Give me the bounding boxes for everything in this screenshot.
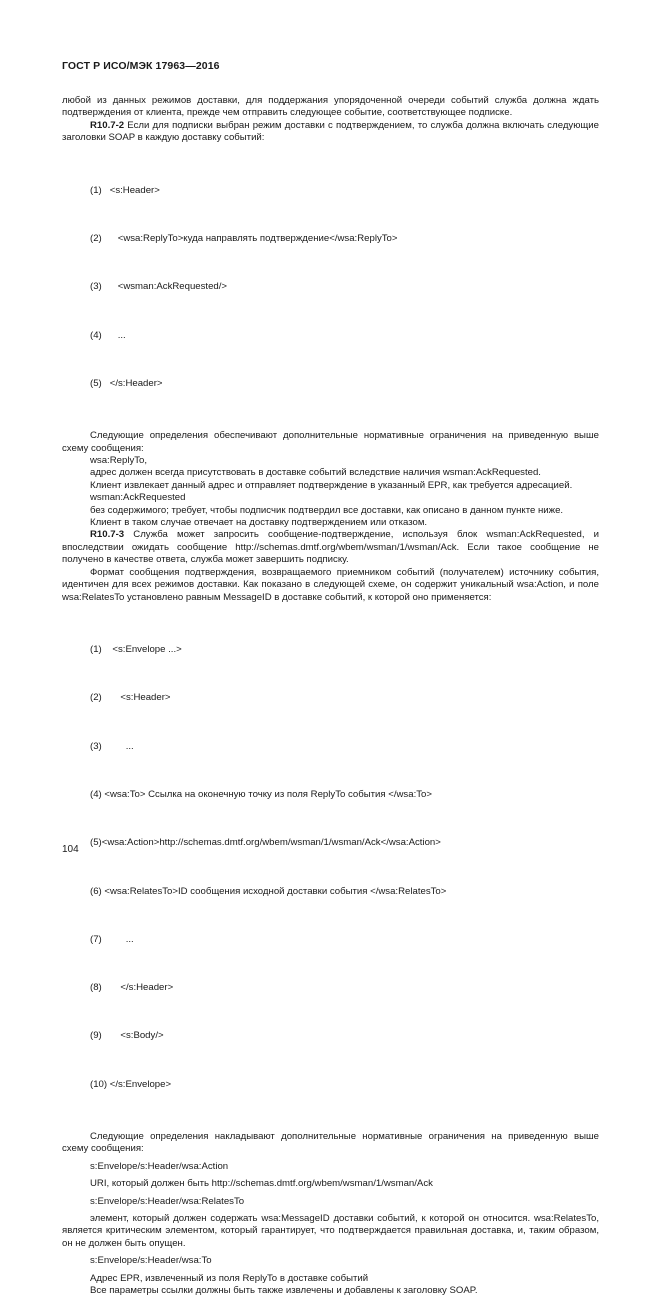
document-header: ГОСТ Р ИСО/МЭК 17963—2016 (62, 60, 220, 72)
code-line: (3) <wsman:AckRequested/> (90, 281, 228, 293)
code-line: (9) <s:Body/> (90, 1030, 164, 1042)
definition-term: s:Envelope/s:Header/wsa:RelatesTo (90, 1195, 245, 1207)
definitions-intro: Следующие определения накладывают дополнительные нормативные ограничения на приведенную выше схему сообщения: (62, 1130, 599, 1155)
code-line: (1) <s:Envelope ...> (90, 644, 182, 656)
requirement-r10-7-2 (62, 120, 599, 145)
document-body (62, 95, 599, 1297)
definition-term: s:Envelope/s:Header/wsa:To (90, 1255, 212, 1267)
code-line: (6) <wsa:RelatesTo>ID сообщения исходной доставки события </wsa:RelatesTo> (90, 885, 447, 897)
definition-text: Клиент в таком случае отвечает на доставку подтверждением или отказом. (90, 517, 428, 529)
code-line: (1) <s:Header> (90, 184, 160, 196)
code-line: (3) ... (90, 740, 134, 752)
definition-text: без содержимого; требует, чтобы подписчик подтвердил все доставки, как описано в данном пункте ниже. (90, 504, 564, 516)
code-line: (7) ... (90, 933, 134, 945)
definition-text: Клиент извлекает данный адрес и отправляет подтверждение в указанный EPR, как требуется адресацией. (90, 479, 573, 491)
paragraph: любой из данных режимов доставки, для поддержания упорядоченной очереди событий служба должна ждать подтверждения от клиента, прежде чем отправить следующее событие, соответствующее подписке. (62, 95, 599, 119)
requirement-text: Служба может запросить сообщение-подтверждение, используя блок wsman:AckRequested, и впоследствии ожидать сообщение http://schemas.dmtf.org/wbem/wsman/1/wsman/Ack. Если такое сообщение не получено в качестве ответа, служба может завершить подписку. (62, 529, 599, 566)
requirement-label: R10.7-3 (90, 529, 125, 541)
definition-text: адрес должен всегда присутствовать в доставке событий вследствие наличия wsman:AckRequested. (90, 467, 541, 479)
code-line: (5)<wsa:Action>http://schemas.dmtf.org/wbem/wsman/1/wsman/Ack</wsa:Action> (90, 837, 441, 849)
requirement-r10-7-3 (62, 529, 599, 566)
requirement-text: Если для подписки выбран режим доставки с подтверждением, то служба должна включать следующие заголовки SOAP в каждую доставку событий: (62, 119, 599, 144)
code-line: (2) <s:Header> (90, 692, 171, 704)
definition-text: URI, который должен быть http://schemas.dmtf.org/wbem/wsman/1/wsman/Ack (90, 1178, 433, 1190)
code-listing-2 (62, 610, 599, 1125)
requirement-label: R10.7-2 (90, 119, 125, 131)
definition-text: элемент, который должен содержать wsa:MessageID доставки событий, к которой он относится. wsa:RelatesTo, является критическим элементом, который гарантирует, что подтверждается правильная доставка, и, таким образом, он не должен быть опущен. (62, 1212, 599, 1249)
code-line: (10) </s:Envelope> (90, 1078, 172, 1090)
page-number: 104 (62, 844, 79, 855)
code-listing-1 (62, 151, 599, 425)
code-line: (4) ... (90, 329, 126, 341)
paragraph: Формат сообщения подтверждения, возвращаемого приемником событий (получателем) источнику события, идентичен для всех режимов доставки. Как показано в следующей схеме, он содержит уникальный wsa:Action, и поле wsa:RelatesTo установлено равным MessageID в доставке событий, к которой оно применяется: (62, 566, 599, 603)
code-line: (5) </s:Header> (90, 377, 163, 389)
definition-text: Адрес EPR, извлеченный из поля ReplyTo в доставке событий (90, 1272, 369, 1284)
code-line: (2) <wsa:ReplyTo>куда направлять подтверждение</wsa:ReplyTo> (90, 233, 398, 245)
definition-term: wsman:AckRequested (90, 492, 186, 504)
definition-text: Все параметры ссылки должны быть также извлечены и добавлены к заголовку SOAP. (90, 1284, 478, 1296)
code-line: (8) </s:Header> (90, 982, 174, 994)
definition-term: s:Envelope/s:Header/wsa:Action (90, 1160, 229, 1172)
code-line: (4) <wsa:To> Ссылка на оконечную точку из поля ReplyTo события </wsa:To> (90, 788, 432, 800)
definitions-intro: Следующие определения обеспечивают дополнительные нормативные ограничения на приведенную выше схему сообщения: (62, 430, 599, 454)
definition-term: wsa:ReplyTo, (90, 455, 148, 467)
